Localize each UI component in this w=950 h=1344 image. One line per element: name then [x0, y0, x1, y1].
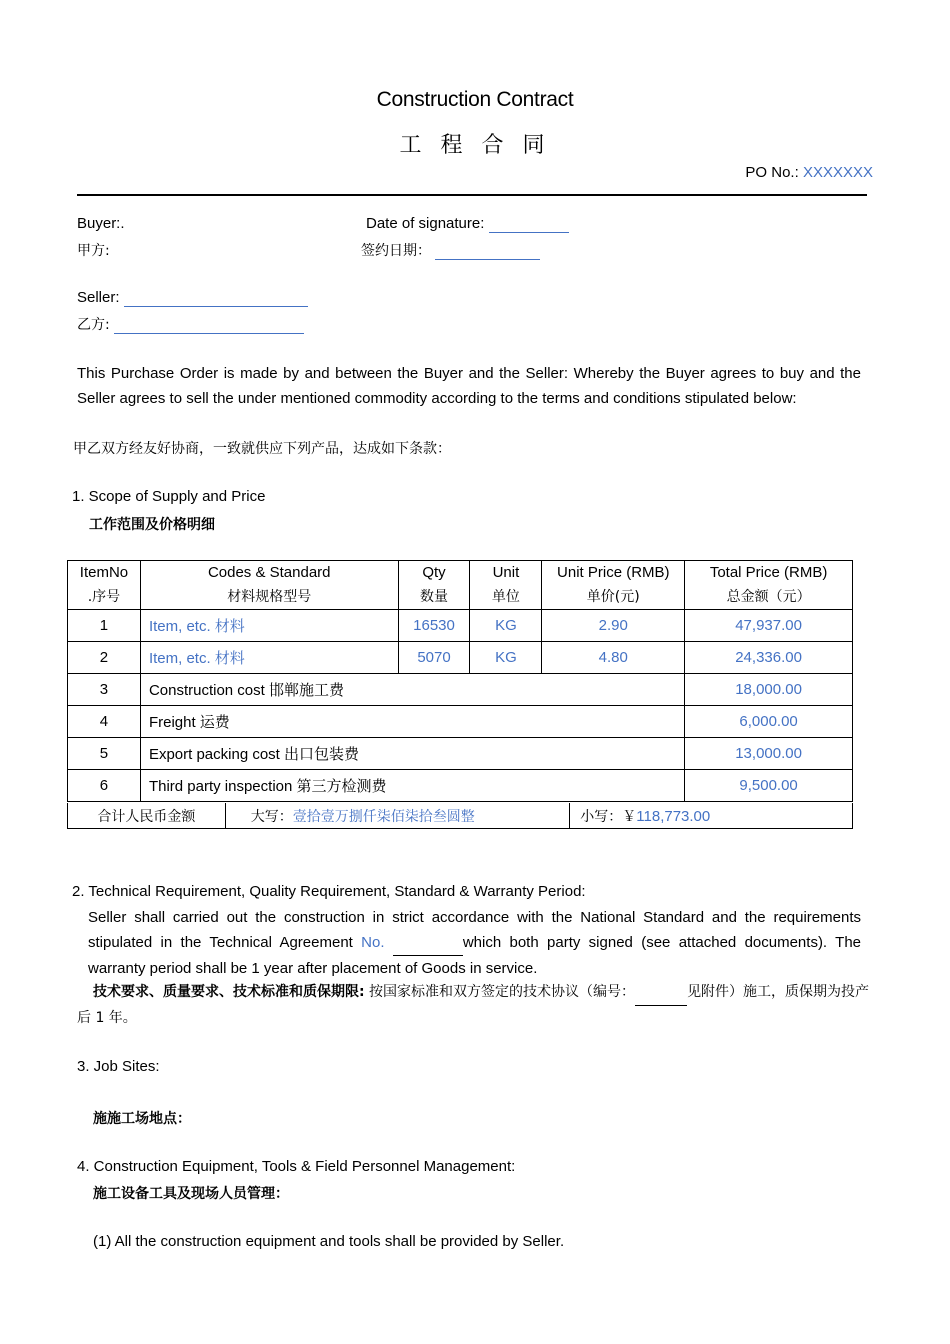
table-row: [68, 610, 853, 642]
item-no: 4: [68, 706, 141, 738]
technical-agreement-no-label: No.: [361, 934, 385, 951]
date-label-cn: 签约日期：: [361, 243, 431, 259]
section-3-subtitle: 施施工场地点：: [93, 1111, 191, 1127]
item-desc: Freight 运费: [140, 706, 684, 738]
date-of-signature: [366, 215, 569, 233]
item-no: 2: [68, 642, 141, 674]
po-label: PO No.:: [745, 164, 799, 181]
item-no: 1: [68, 610, 141, 642]
item-total: 47,937.00: [685, 610, 853, 642]
section-2-text-b: which both party signed (see attached documents). The warranty period shall be 1 year after placement of Goods in service.: [88, 934, 862, 977]
price-table-header: [68, 561, 853, 610]
header-codes-standard: Codes & Standard 材料规格型号: [140, 561, 398, 610]
seller-label-cn: 乙方:: [77, 317, 110, 333]
price-table: [67, 560, 853, 802]
item-unit-price: 4.80: [542, 642, 685, 674]
words-label: 大写：: [250, 808, 293, 825]
date-of-signature-cn: [361, 240, 540, 260]
item-desc: Item, etc. 材料: [140, 610, 398, 642]
seller-en: [77, 289, 308, 307]
item-no: 6: [68, 770, 141, 802]
intro-paragraph-en: This Purchase Order is made by and between the Buyer and the Seller: Whereby the Buyer agrees to buy and the Seller agrees to sell the under mentioned commodity according to the terms and conditions stipulated below:: [77, 365, 861, 407]
contract-title-en: Construction Contract: [376, 88, 574, 111]
header-unit-price: Unit Price (RMB) 单价(元): [542, 561, 685, 610]
total-in-words: [225, 803, 570, 829]
seller-blank-cn: [114, 317, 304, 334]
table-row: [68, 642, 853, 674]
total-amount-row: [67, 803, 853, 829]
table-row: [68, 738, 853, 770]
total-in-figures: [570, 803, 853, 829]
buyer-label-cn: 甲方:: [77, 243, 110, 259]
total-label: 合计人民币金额: [68, 803, 226, 829]
words-value: 壹拾壹万捌仟柒佰柒拾叁圆整: [292, 808, 475, 825]
header-unit: Unit 单位: [470, 561, 542, 610]
contract-title-cn: 工 程 合 同: [399, 133, 551, 158]
item-unit: KG: [470, 610, 542, 642]
header-total-price: Total Price (RMB) 总金额（元）: [685, 561, 853, 610]
po-value: XXXXXXX: [802, 164, 873, 181]
section-2-paragraph-cn: [77, 980, 872, 1031]
header-item-no: ItemNo .序号: [68, 561, 141, 610]
intro-paragraph-cn: 甲乙双方经友好协商，一致就供应下列产品，达成如下条款：: [73, 441, 451, 457]
item-desc: Item, etc. 材料: [140, 642, 398, 674]
item-unit: KG: [470, 642, 542, 674]
figures-label: 小写：￥: [580, 808, 637, 825]
item-total: 6,000.00: [685, 706, 853, 738]
section-2-cn-text-a: 按国家标准和双方签定的技术协议（编号：: [364, 984, 636, 1000]
seller-label-en: Seller:: [77, 289, 120, 306]
section-2-cn-text-b: 见附件）施工，质保期为投产后 1 年。: [77, 984, 870, 1026]
item-total: 24,336.00: [685, 642, 853, 674]
date-label-en: Date of signature:: [366, 215, 485, 232]
section-1-title: 1. Scope of Supply and Price: [72, 488, 266, 505]
item-no: 5: [68, 738, 141, 770]
item-total: 13,000.00: [685, 738, 853, 770]
technical-agreement-no-blank: [393, 930, 463, 956]
section-4-title: 4. Construction Equipment, Tools & Field Personnel Management:: [77, 1158, 516, 1175]
seller-cn: [77, 314, 304, 334]
item-total: 18,000.00: [685, 674, 853, 706]
section-3-title: 3. Job Sites:: [77, 1058, 160, 1075]
section-4-subtitle: 施工设备工具及现场人员管理：: [93, 1186, 289, 1202]
section-4-item-1: (1) All the construction equipment and tools shall be provided by Seller.: [93, 1233, 565, 1250]
po-number: [745, 164, 873, 181]
item-total: 9,500.00: [685, 770, 853, 802]
cn-agreement-no-blank: [635, 980, 687, 1006]
seller-blank-en: [124, 289, 308, 307]
date-blank-cn: [435, 243, 540, 260]
item-no: 3: [68, 674, 141, 706]
table-row: [68, 674, 853, 706]
figures-value: 118,773.00: [636, 807, 711, 825]
item-desc: Construction cost 邯郸施工费: [140, 674, 684, 706]
table-row: [68, 706, 853, 738]
table-row: [68, 770, 853, 802]
section-1-subtitle: 工作范围及价格明细: [89, 517, 215, 533]
section-2-title: 2. Technical Requirement, Quality Requirement, Standard & Warranty Period:: [72, 883, 586, 900]
item-desc: Third party inspection 第三方检测费: [140, 770, 684, 802]
item-qty: 5070: [398, 642, 470, 674]
item-unit-price: 2.90: [542, 610, 685, 642]
section-2-paragraph-en: [88, 905, 861, 981]
section-2-cn-bold: 技术要求、质量要求、技术标准和质保期限:: [93, 984, 365, 1000]
item-qty: 16530: [398, 610, 470, 642]
header-qty: Qty 数量: [398, 561, 470, 610]
section-2-text-a: Seller shall carried out the construction in strict accordance with the National Standard and the requirements stipulated in the Technical Agreement: [88, 909, 861, 951]
item-desc: Export packing cost 出口包装费: [140, 738, 684, 770]
header-divider: [77, 194, 867, 196]
date-blank-en: [489, 215, 569, 233]
buyer-label-en: Buyer:.: [77, 215, 125, 232]
